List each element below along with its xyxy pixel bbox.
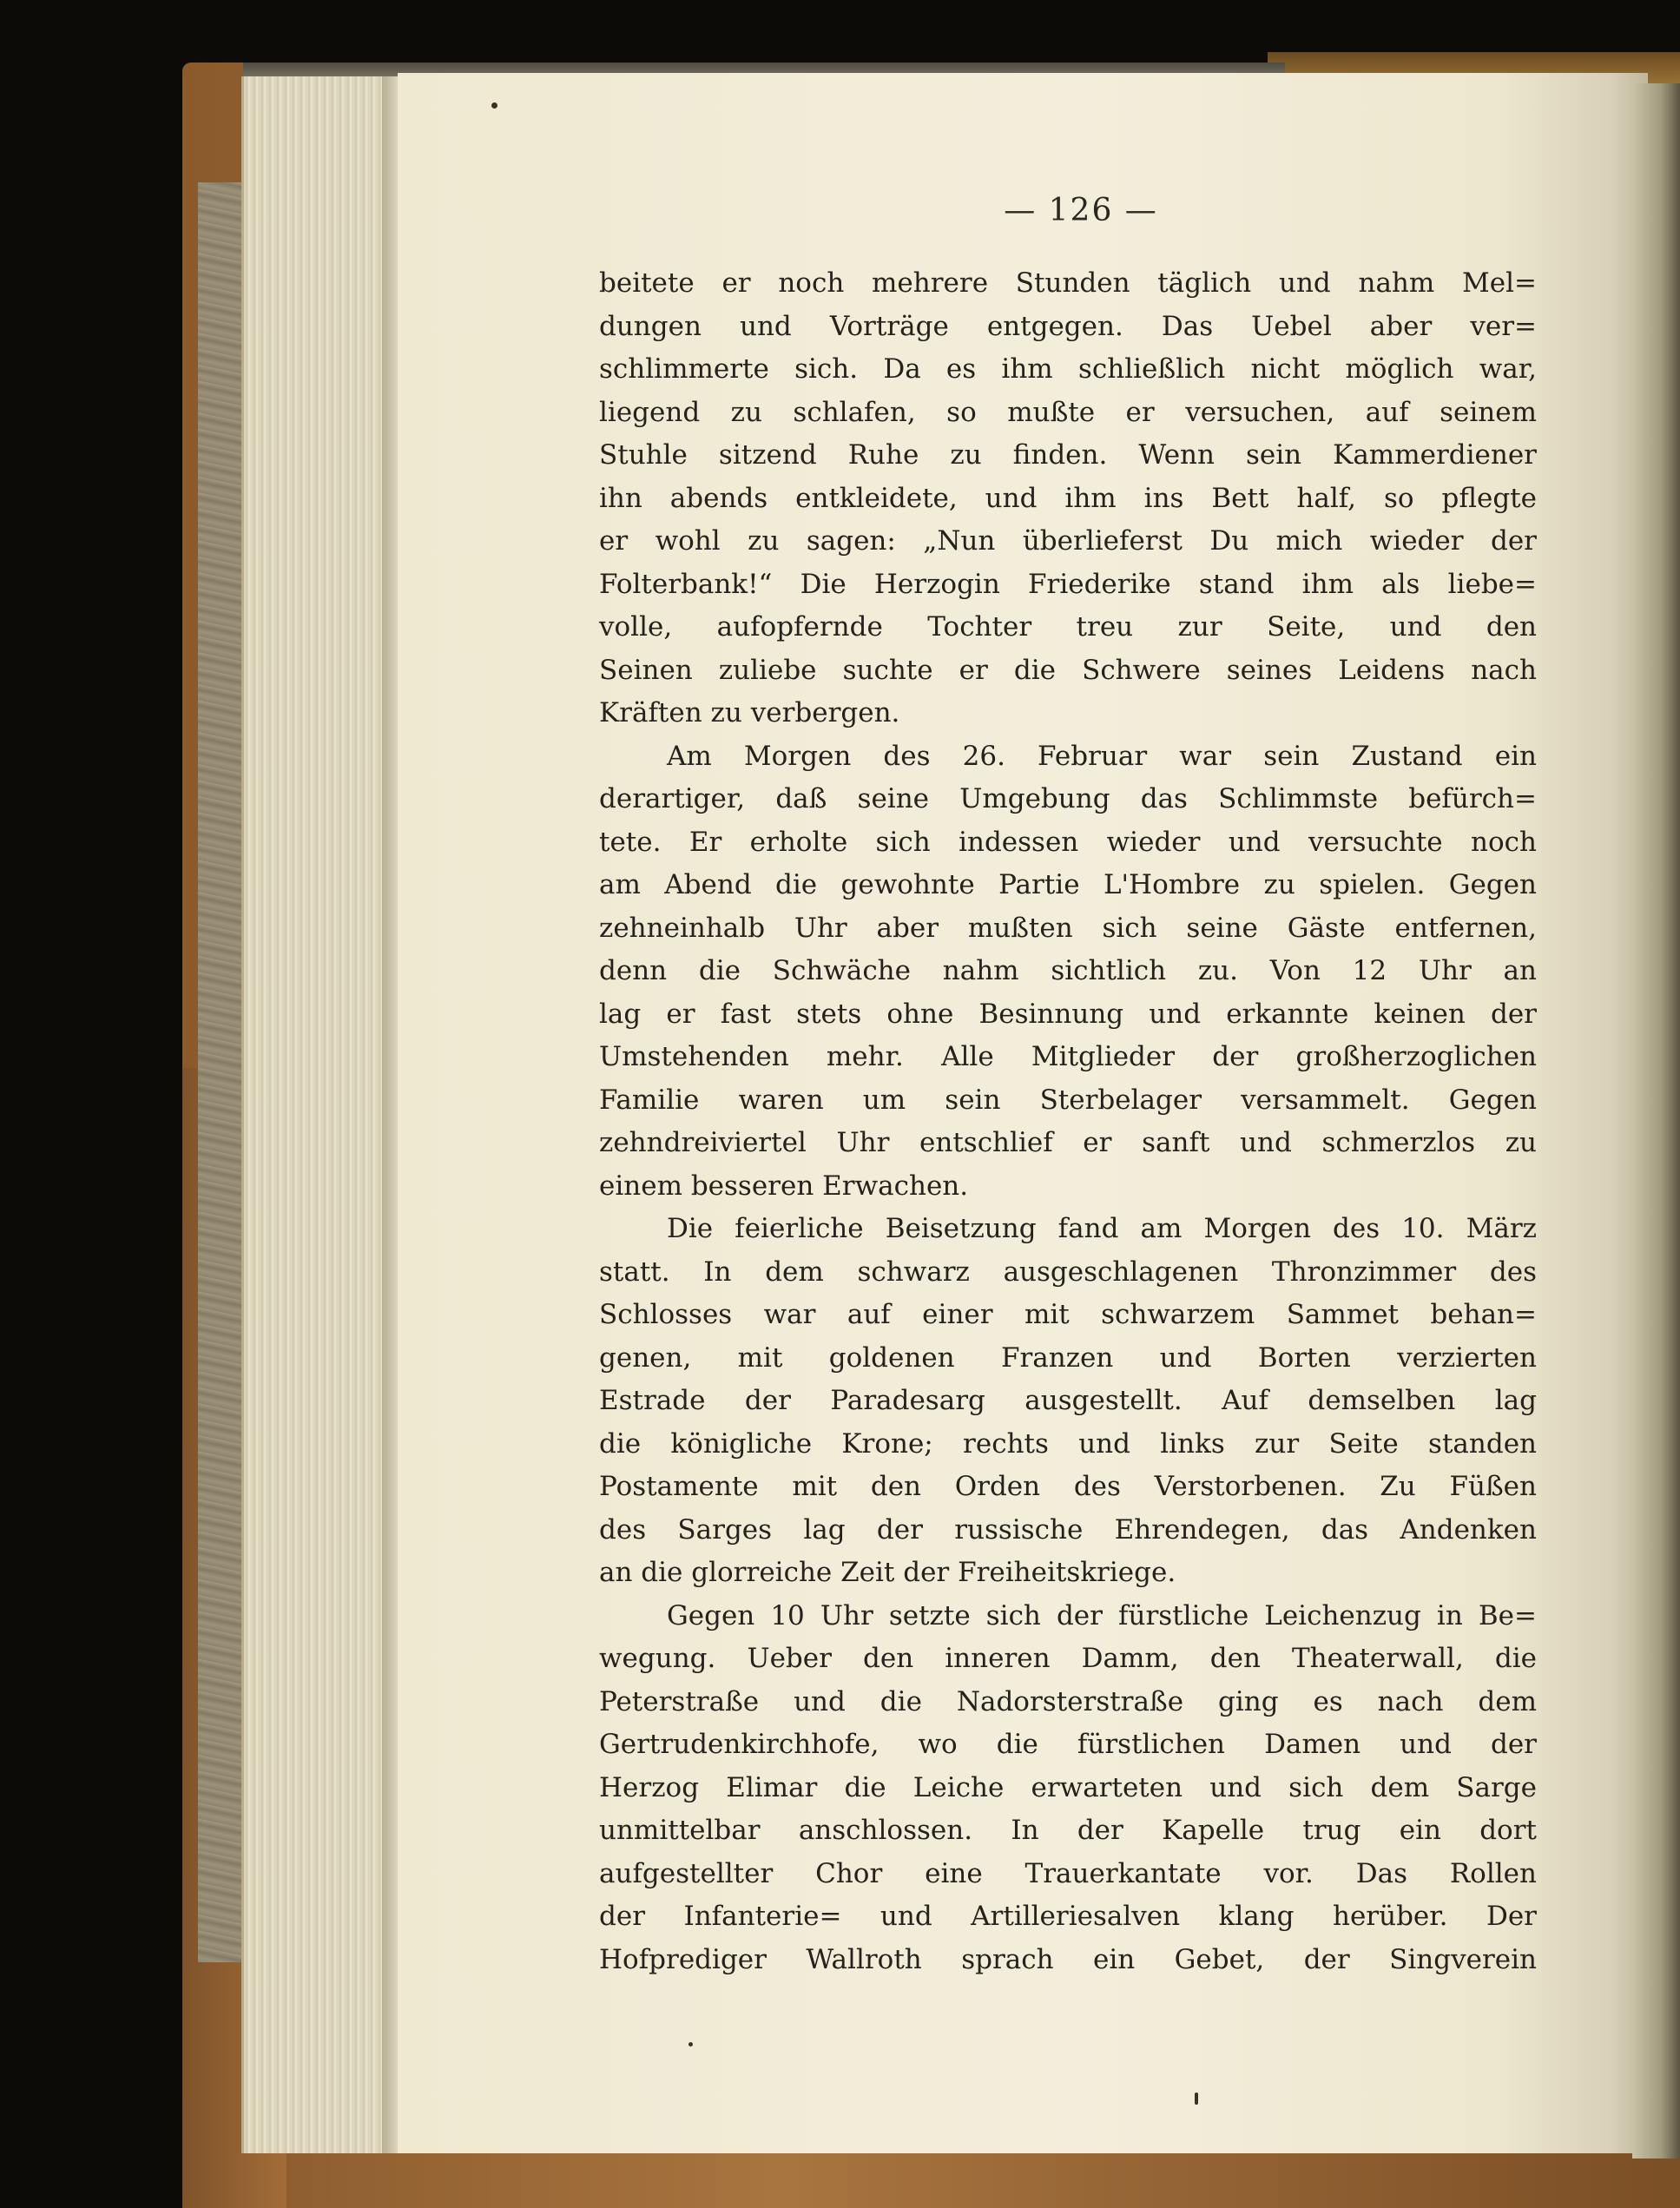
text-line: des Sarges lag der russische Ehrendegen, das Andenken: [599, 1513, 1537, 1546]
text-line: genen, mit goldenen Franzen und Borten verzierten: [599, 1341, 1537, 1374]
text-line: tete. Er erholte sich indessen wieder und versuchte noch: [599, 826, 1537, 858]
paper-speck: [491, 102, 497, 109]
text-line: volle, aufopfernde Tochter treu zur Seite, und den: [599, 611, 1537, 643]
text-line: unmittelbar anschlossen. In der Kapelle trug ein dort: [599, 1815, 1537, 1846]
text-line: Peterstraße und die Nadorsterstraße ging es nach dem: [599, 1685, 1537, 1717]
text-line: zehndreiviertel Uhr entschlief er sanft und schmerzlos zu: [599, 1127, 1537, 1158]
text-line: Gegen 10 Uhr setzte sich der fürstliche Leichenzug in Be=: [667, 1599, 1537, 1631]
text-line: dungen und Vorträge entgegen. Das Uebel aber ver=: [599, 310, 1537, 342]
text-line: Umstehenden mehr. Alle Mitglieder der großherzoglichen: [599, 1041, 1537, 1072]
text-line: liegend zu schlafen, so mußte er versuchen, auf seinem: [599, 396, 1537, 428]
text-line: ihn abends entkleidete, und ihm ins Bett half, so pflegte: [599, 482, 1537, 514]
text-line: Am Morgen des 26. Februar war sein Zustand ein: [667, 740, 1537, 772]
text-line: zehneinhalb Uhr aber mußten sich seine Gäste entfernen,: [599, 912, 1537, 944]
text-line: Die feierliche Beisetzung fand am Morgen des 10. März: [667, 1213, 1537, 1244]
paper-speck: [1195, 2093, 1198, 2105]
text-line: Hofprediger Wallroth sprach ein Gebet, der Singverein: [599, 1943, 1537, 1975]
text-line: aufgestellter Chor eine Trauerkantate vor. Das Rollen: [599, 1857, 1537, 1889]
text-line: wegung. Ueber den inneren Damm, den Theaterwall, die: [599, 1643, 1537, 1674]
text-line: Familie waren um sein Sterbelager versammelt. Gegen: [599, 1084, 1537, 1116]
body-text: [599, 262, 1537, 1981]
text-line: statt. In dem schwarz ausgeschlagenen Thronzimmer des: [599, 1256, 1537, 1288]
page-edges: [241, 76, 400, 2153]
text-line: schlimmerte sich. Da es ihm schließlich nicht möglich war,: [599, 353, 1537, 385]
text-line: er wohl zu sagen: „Nun überlieferst Du mich wieder der: [599, 525, 1537, 557]
text-line: Schlosses war auf einer mit schwarzem Sammet behan=: [599, 1299, 1537, 1330]
text-line: beitete er noch mehrere Stunden täglich und nahm Mel=: [599, 267, 1537, 299]
text-line: Stuhle sitzend Ruhe zu finden. Wenn sein Kammerdiener: [599, 439, 1537, 471]
text-line: einem besseren Erwachen.: [599, 1170, 969, 1202]
page-gutter: [1632, 83, 1680, 2159]
text-line: denn die Schwäche nahm sichtlich zu. Von 12 Uhr an: [599, 955, 1537, 986]
text-line: am Abend die gewohnte Partie L'Hombre zu spielen. Gegen: [599, 869, 1537, 900]
text-line: derartiger, daß seine Umgebung das Schlimmste befürch=: [599, 783, 1537, 814]
text-line: Herzog Elimar die Leiche erwarteten und sich dem Sarge: [599, 1771, 1537, 1803]
text-line: die königliche Krone; rechts und links zur Seite standen: [599, 1427, 1537, 1460]
text-line: an die glorreiche Zeit der Freiheitskriege.: [599, 1557, 1176, 1588]
text-line: lag er fast stets ohne Besinnung und erkannte keinen der: [599, 998, 1537, 1030]
text-line: Folterbank!“ Die Herzogin Friederike stand ihm als liebe=: [599, 568, 1537, 600]
text-line: der Infanterie= und Artilleriesalven klang herüber. Der: [599, 1901, 1537, 1932]
text-line: Seinen zuliebe suchte er die Schwere seines Leidens nach: [599, 654, 1537, 686]
text-line: Postamente mit den Orden des Verstorbenen. Zu Füßen: [599, 1471, 1537, 1502]
text-line: Gertrudenkirchhofe, wo die fürstlichen Damen und der: [599, 1729, 1537, 1760]
paper-speck: [688, 2042, 693, 2047]
text-line: Kräften zu verbergen.: [599, 697, 900, 728]
text-line: Estrade der Paradesarg ausgestellt. Auf demselben lag: [599, 1385, 1537, 1416]
page-number: — 126 —: [1004, 193, 1158, 228]
